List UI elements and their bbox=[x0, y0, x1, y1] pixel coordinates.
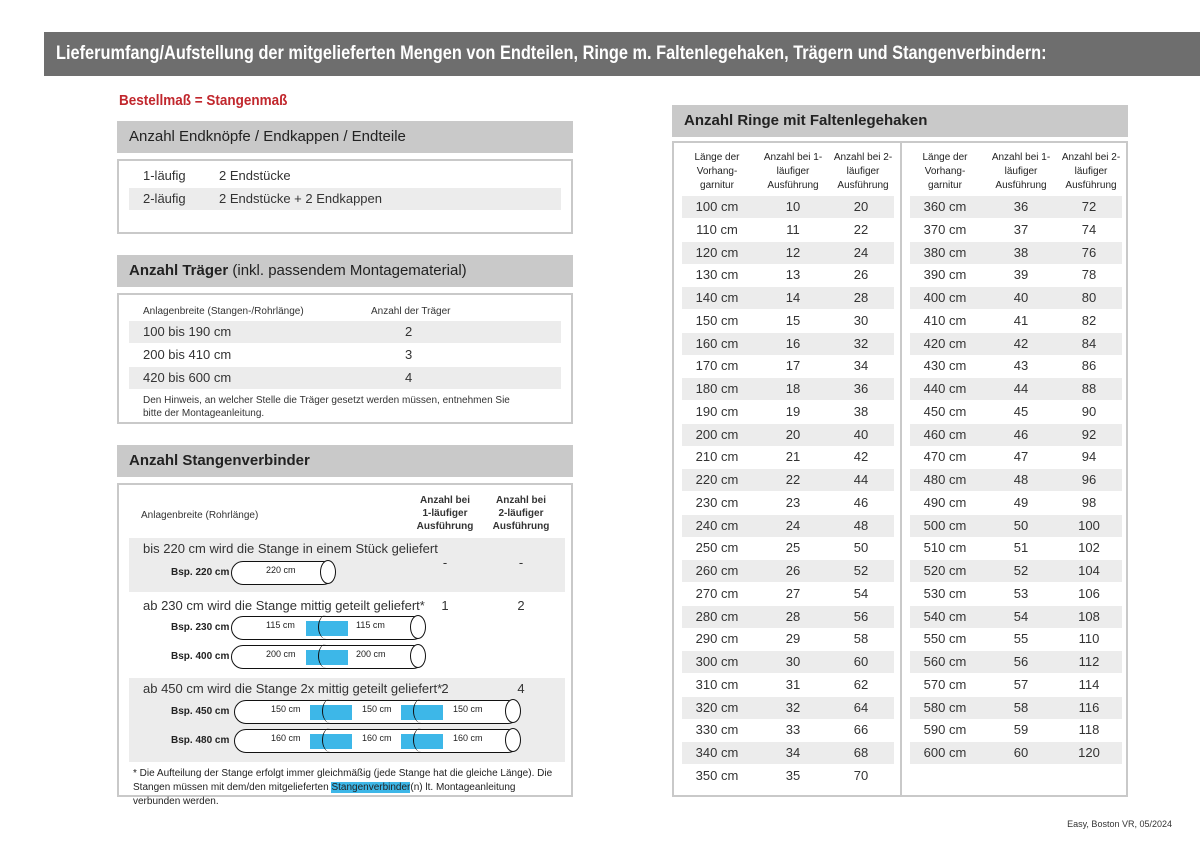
cell: 12 bbox=[785, 244, 801, 260]
cell: 51 bbox=[1013, 540, 1029, 556]
cell: 36 bbox=[1013, 199, 1029, 214]
cell: 600 cm bbox=[923, 745, 967, 760]
rod-end-icon bbox=[410, 644, 426, 668]
connector-count: 1 bbox=[441, 598, 449, 613]
ringe-heading: Anzahl Ringe mit Faltenlegehaken bbox=[672, 105, 1128, 137]
cell: 17 bbox=[785, 358, 801, 374]
cell: 130 cm bbox=[695, 267, 739, 283]
table-row bbox=[682, 196, 894, 218]
connector-count: 2 bbox=[441, 681, 449, 696]
rod-joint bbox=[318, 615, 334, 639]
cell: 140 cm bbox=[695, 290, 739, 305]
cell: 59 bbox=[1013, 722, 1029, 738]
cell: 560 cm bbox=[923, 654, 967, 669]
table-row bbox=[910, 515, 1122, 537]
col-header: Anlagenbreite (Rohrlänge) bbox=[141, 510, 259, 521]
table-row bbox=[910, 742, 1122, 764]
cell: 290 cm bbox=[695, 631, 739, 647]
range: 200 bis 410 cm bbox=[143, 347, 232, 362]
cell: 88 bbox=[1081, 381, 1097, 396]
rod-length: 150 cm bbox=[453, 704, 483, 714]
cell: 400 cm bbox=[923, 290, 967, 305]
cell: 10 bbox=[785, 199, 801, 214]
endteile-row bbox=[129, 165, 561, 187]
cell: 240 cm bbox=[695, 517, 739, 533]
cell: 41 bbox=[1013, 312, 1029, 328]
cell: 76 bbox=[1081, 244, 1097, 260]
cell: 500 cm bbox=[923, 517, 967, 533]
cell: 40 bbox=[1013, 290, 1029, 305]
example-label: Bsp. 230 cm bbox=[171, 622, 230, 633]
note-text: * Die Aufteilung der Stange erfolgt immer gleichmäßig (jede Stange hat die gleiche Länge). Die Stangen müssen mit dem/den mitgelieferten bbox=[133, 768, 553, 793]
table-row bbox=[682, 492, 894, 514]
table-row bbox=[682, 355, 894, 377]
group-text: ab 450 cm wird die Stange 2x mittig geteilt geliefert* bbox=[143, 681, 443, 696]
endteile-heading: Anzahl Endknöpfe / Endkappen / Endteile bbox=[117, 121, 573, 153]
cell: 36 bbox=[853, 381, 869, 396]
cell: 74 bbox=[1081, 221, 1097, 237]
value: 2 Endstücke bbox=[219, 168, 291, 183]
cell: 370 cm bbox=[923, 221, 967, 237]
column-header: Anzahl bei 2-läufiger Ausführung bbox=[833, 152, 893, 191]
table-row bbox=[682, 287, 894, 309]
cell: 32 bbox=[853, 335, 869, 351]
table-row bbox=[682, 310, 894, 332]
cell: 13 bbox=[785, 267, 801, 283]
rod-diagram bbox=[234, 700, 520, 724]
cell: 38 bbox=[853, 403, 869, 419]
table-row bbox=[682, 446, 894, 468]
cell: 57 bbox=[1013, 676, 1029, 692]
cell: 15 bbox=[785, 312, 801, 328]
table-row bbox=[682, 697, 894, 719]
table-row bbox=[682, 560, 894, 582]
rod-length: 150 cm bbox=[362, 704, 392, 714]
ringe-table bbox=[672, 141, 1128, 797]
rod-length: 160 cm bbox=[453, 733, 483, 743]
cell: 116 bbox=[1078, 699, 1100, 715]
col-header: Anzahl der Träger bbox=[371, 306, 451, 317]
example-label: Bsp. 400 cm bbox=[171, 651, 230, 662]
cell: 58 bbox=[1013, 699, 1029, 715]
rod-end-icon bbox=[320, 560, 336, 584]
cell: 50 bbox=[1013, 517, 1029, 533]
cell: 53 bbox=[1013, 585, 1029, 601]
cell: 38 bbox=[1013, 244, 1029, 260]
cell: 52 bbox=[1013, 563, 1029, 578]
cell: 68 bbox=[853, 745, 869, 760]
cell: 48 bbox=[853, 517, 869, 533]
column-header: Länge der Vorhang-garnitur bbox=[922, 152, 968, 191]
cell: 30 bbox=[785, 654, 801, 669]
rod-length: 115 cm bbox=[266, 620, 295, 630]
connector-count: 4 bbox=[517, 681, 525, 696]
cell: 170 cm bbox=[695, 358, 739, 374]
rod-end-icon bbox=[505, 728, 521, 752]
endteile-row bbox=[129, 188, 561, 210]
column-header: Anzahl bei 1-läufiger Ausführung bbox=[991, 152, 1051, 191]
count: 2 bbox=[405, 324, 413, 339]
cell: 11 bbox=[786, 221, 800, 237]
cell: 540 cm bbox=[923, 608, 967, 624]
count: 3 bbox=[405, 347, 413, 362]
cell: 410 cm bbox=[923, 312, 967, 328]
table-row bbox=[682, 765, 894, 787]
cell: 44 bbox=[853, 472, 869, 487]
table-row bbox=[682, 333, 894, 355]
cell: 114 bbox=[1078, 676, 1100, 692]
example-label: Bsp. 450 cm bbox=[171, 706, 230, 717]
table-row bbox=[682, 651, 894, 673]
rod-length: 200 cm bbox=[356, 649, 386, 659]
col-header: Anzahl bei 1-läufiger Ausführung bbox=[416, 495, 474, 532]
cell: 60 bbox=[1013, 745, 1029, 760]
cell: 20 bbox=[853, 199, 869, 214]
rod-end-icon bbox=[410, 615, 426, 639]
col-header: Anlagenbreite (Stangen-/Rohrlänge) bbox=[143, 306, 304, 317]
traeger-box bbox=[117, 293, 573, 424]
cell: 25 bbox=[785, 540, 801, 556]
table-row bbox=[682, 264, 894, 286]
cell: 39 bbox=[1013, 267, 1029, 283]
cell: 210 cm bbox=[695, 449, 739, 465]
cell: 30 bbox=[853, 312, 869, 328]
table-row bbox=[910, 355, 1122, 377]
traeger-heading bbox=[117, 255, 573, 287]
cell: 50 bbox=[853, 540, 869, 556]
cell: 42 bbox=[853, 449, 869, 465]
group-text: ab 230 cm wird die Stange mittig geteilt geliefert* bbox=[143, 598, 425, 613]
cell: 112 bbox=[1078, 654, 1100, 669]
cell: 92 bbox=[1081, 426, 1097, 442]
rod-diagram bbox=[231, 561, 335, 585]
table-row bbox=[682, 583, 894, 605]
example-label: Bsp. 480 cm bbox=[171, 735, 230, 746]
rod-length: 160 cm bbox=[271, 733, 301, 743]
rod-joint bbox=[318, 644, 334, 668]
range: 420 bis 600 cm bbox=[143, 370, 232, 385]
cell: 62 bbox=[853, 676, 869, 692]
table-row bbox=[682, 606, 894, 628]
type: 2-läufig bbox=[143, 191, 186, 206]
cell: 300 cm bbox=[695, 654, 739, 669]
cell: 480 cm bbox=[923, 472, 967, 487]
cell: 250 cm bbox=[695, 540, 739, 556]
table-row bbox=[910, 606, 1122, 628]
table-row bbox=[910, 697, 1122, 719]
value: 2 Endstücke + 2 Endkappen bbox=[219, 191, 382, 206]
table-row bbox=[682, 424, 894, 446]
cell: 110 bbox=[1078, 631, 1100, 647]
cell: 520 cm bbox=[923, 563, 967, 578]
cell: 56 bbox=[853, 608, 869, 624]
cell: 94 bbox=[1081, 449, 1097, 465]
cell: 19 bbox=[785, 403, 801, 419]
cell: 45 bbox=[1013, 403, 1029, 419]
table-row bbox=[682, 469, 894, 491]
cell: 60 bbox=[853, 654, 869, 669]
cell: 100 bbox=[1078, 517, 1100, 533]
cell: 48 bbox=[1013, 472, 1029, 487]
cell: 28 bbox=[785, 608, 801, 624]
group-text: bis 220 cm wird die Stange in einem Stück geliefert bbox=[143, 541, 438, 556]
cell: 22 bbox=[853, 221, 869, 237]
cell: 31 bbox=[785, 676, 801, 692]
cell: 200 cm bbox=[695, 426, 739, 442]
count: 4 bbox=[405, 370, 413, 385]
cell: 70 bbox=[853, 767, 869, 783]
table-row bbox=[910, 196, 1122, 218]
cell: 380 cm bbox=[923, 244, 967, 260]
cell: 340 cm bbox=[695, 745, 739, 760]
heading: Anzahl Stangenverbinder bbox=[129, 452, 310, 469]
traeger-row bbox=[129, 367, 561, 389]
cell: 46 bbox=[1013, 426, 1029, 442]
cell: 18 bbox=[785, 381, 801, 396]
cell: 118 bbox=[1078, 722, 1100, 738]
endteile-box bbox=[117, 159, 573, 234]
cell: 108 bbox=[1078, 608, 1100, 624]
cell: 26 bbox=[853, 267, 869, 283]
cell: 100 cm bbox=[695, 199, 739, 214]
rod-length: 220 cm bbox=[266, 565, 296, 575]
column-header: Anzahl bei 2-läufiger Ausführung bbox=[1061, 152, 1121, 191]
cell: 56 bbox=[1013, 654, 1029, 669]
range: 100 bis 190 cm bbox=[143, 324, 232, 339]
cell: 310 cm bbox=[695, 676, 739, 692]
cell: 450 cm bbox=[923, 403, 967, 419]
cell: 14 bbox=[785, 290, 801, 305]
cell: 440 cm bbox=[923, 381, 967, 396]
table-row bbox=[682, 219, 894, 241]
cell: 102 bbox=[1078, 540, 1100, 556]
table-row bbox=[682, 719, 894, 741]
example-label: Bsp. 220 cm bbox=[171, 567, 230, 578]
order-note: Bestellmaß = Stangenmaß bbox=[119, 92, 288, 109]
col-header: Anzahl bei 2-läufiger Ausführung bbox=[492, 495, 550, 532]
page-title-bar bbox=[44, 32, 1200, 76]
cell: 37 bbox=[1013, 221, 1029, 237]
cell: 360 cm bbox=[923, 199, 967, 214]
cell: 320 cm bbox=[695, 699, 739, 715]
rod-length: 150 cm bbox=[271, 704, 301, 714]
rod-joint bbox=[322, 728, 338, 752]
cell: 96 bbox=[1081, 472, 1097, 487]
table-row bbox=[910, 446, 1122, 468]
heading-rest: (inkl. passendem Montagematerial) bbox=[228, 262, 467, 279]
rod-diagram bbox=[231, 616, 425, 640]
cell: 420 cm bbox=[923, 335, 967, 351]
cell: 270 cm bbox=[695, 585, 739, 601]
cell: 350 cm bbox=[695, 767, 739, 783]
cell: 160 cm bbox=[695, 335, 739, 351]
traeger-row bbox=[129, 344, 561, 366]
cell: 49 bbox=[1013, 494, 1029, 510]
cell: 20 bbox=[785, 426, 801, 442]
verbinder-note bbox=[133, 767, 563, 809]
table-row bbox=[682, 537, 894, 559]
cell: 110 cm bbox=[696, 221, 738, 237]
cell: 230 cm bbox=[695, 494, 739, 510]
cell: 46 bbox=[853, 494, 869, 510]
table-row bbox=[682, 242, 894, 264]
table-row bbox=[910, 628, 1122, 650]
cell: 72 bbox=[1081, 199, 1097, 214]
table-row bbox=[910, 264, 1122, 286]
cell: 390 cm bbox=[923, 267, 967, 283]
rod-length: 200 cm bbox=[266, 649, 296, 659]
rod-length: 160 cm bbox=[362, 733, 392, 743]
cell: 42 bbox=[1013, 335, 1029, 351]
cell: 24 bbox=[853, 244, 869, 260]
cell: 27 bbox=[785, 585, 801, 601]
rod-joint bbox=[413, 699, 429, 723]
table-row bbox=[910, 651, 1122, 673]
cell: 52 bbox=[853, 563, 869, 578]
cell: 470 cm bbox=[923, 449, 967, 465]
cell: 84 bbox=[1081, 335, 1097, 351]
note-highlight: Stangenverbinder bbox=[331, 782, 411, 793]
cell: 460 cm bbox=[923, 426, 967, 442]
table-row bbox=[682, 515, 894, 537]
cell: 35 bbox=[785, 767, 801, 783]
rod-joint bbox=[322, 699, 338, 723]
cell: 66 bbox=[853, 722, 869, 738]
verbinder-heading bbox=[117, 445, 573, 477]
cell: 550 cm bbox=[923, 631, 967, 647]
cell: 190 cm bbox=[695, 403, 739, 419]
table-row bbox=[910, 560, 1122, 582]
cell: 40 bbox=[853, 426, 869, 442]
cell: 180 cm bbox=[695, 381, 739, 396]
cell: 98 bbox=[1081, 494, 1097, 510]
table-row bbox=[910, 492, 1122, 514]
type: 1-läufig bbox=[143, 168, 186, 183]
cell: 44 bbox=[1013, 381, 1029, 396]
column-divider bbox=[900, 143, 902, 795]
traeger-row bbox=[129, 321, 561, 343]
cell: 43 bbox=[1013, 358, 1029, 374]
cell: 54 bbox=[1013, 608, 1029, 624]
cell: 47 bbox=[1013, 449, 1029, 465]
cell: 28 bbox=[853, 290, 869, 305]
rod-diagram bbox=[231, 645, 425, 669]
footer-text: Easy, Boston VR, 05/2024 bbox=[1067, 819, 1172, 829]
cell: 29 bbox=[785, 631, 801, 647]
heading-bold: Anzahl Träger bbox=[129, 262, 229, 279]
note-text: (n) lt. Montageanleitung verbunden werden. bbox=[133, 782, 516, 807]
cell: 106 bbox=[1078, 585, 1100, 601]
table-row bbox=[682, 628, 894, 650]
cell: 590 cm bbox=[923, 722, 967, 738]
connector-count: - bbox=[442, 555, 448, 570]
table-row bbox=[910, 469, 1122, 491]
cell: 120 bbox=[1078, 745, 1100, 760]
column-header: Länge der Vorhang-garnitur bbox=[694, 152, 740, 191]
cell: 220 cm bbox=[695, 472, 739, 487]
cell: 530 cm bbox=[923, 585, 967, 601]
cell: 21 bbox=[785, 449, 801, 465]
cell: 120 cm bbox=[695, 244, 739, 260]
cell: 78 bbox=[1081, 267, 1097, 283]
cell: 330 cm bbox=[695, 722, 739, 738]
page-title: Lieferumfang/Aufstellung der mitgelieferten Mengen von Endteilen, Ringe m. Faltenlegehaken, Trägern und Stangenverbindern: bbox=[56, 43, 1047, 64]
rod-end-icon bbox=[505, 699, 521, 723]
table-row bbox=[910, 378, 1122, 400]
cell: 22 bbox=[785, 472, 801, 487]
cell: 16 bbox=[785, 335, 801, 351]
cell: 280 cm bbox=[695, 608, 739, 624]
cell: 64 bbox=[853, 699, 869, 715]
table-row bbox=[910, 242, 1122, 264]
table-row bbox=[910, 674, 1122, 696]
cell: 580 cm bbox=[923, 699, 967, 715]
connector-count: 2 bbox=[517, 598, 525, 613]
table-row bbox=[910, 310, 1122, 332]
table-row bbox=[910, 537, 1122, 559]
cell: 34 bbox=[853, 358, 869, 374]
cell: 82 bbox=[1081, 312, 1097, 328]
table-row bbox=[910, 583, 1122, 605]
table-row bbox=[910, 219, 1122, 241]
table-row bbox=[682, 742, 894, 764]
cell: 54 bbox=[853, 585, 869, 601]
cell: 55 bbox=[1013, 631, 1029, 647]
rod-joint bbox=[413, 728, 429, 752]
cell: 260 cm bbox=[695, 563, 739, 578]
rod-diagram bbox=[234, 729, 520, 753]
cell: 80 bbox=[1081, 290, 1097, 305]
cell: 26 bbox=[785, 563, 801, 578]
cell: 150 cm bbox=[695, 312, 739, 328]
table-row bbox=[682, 674, 894, 696]
cell: 510 cm bbox=[923, 540, 967, 556]
cell: 104 bbox=[1078, 563, 1100, 578]
rod-length: 115 cm bbox=[356, 620, 385, 630]
cell: 58 bbox=[853, 631, 869, 647]
cell: 23 bbox=[785, 494, 801, 510]
cell: 32 bbox=[785, 699, 801, 715]
connector-count: - bbox=[518, 555, 524, 570]
verbinder-box bbox=[117, 483, 573, 807]
table-row bbox=[910, 401, 1122, 423]
table-row bbox=[910, 287, 1122, 309]
cell: 24 bbox=[785, 517, 801, 533]
cell: 33 bbox=[785, 722, 801, 738]
table-row bbox=[910, 719, 1122, 741]
table-row bbox=[910, 333, 1122, 355]
cell: 34 bbox=[785, 745, 801, 760]
traeger-note: Den Hinweis, an welcher Stelle die Träger gesetzt werden müssen, entnehmen Sie bitte der Montageanleitung. bbox=[143, 395, 510, 419]
cell: 90 bbox=[1081, 403, 1097, 419]
table-row bbox=[682, 378, 894, 400]
cell: 570 cm bbox=[923, 676, 967, 692]
table-row bbox=[910, 424, 1122, 446]
cell: 86 bbox=[1081, 358, 1097, 374]
table-row bbox=[682, 401, 894, 423]
column-header: Anzahl bei 1-läufiger Ausführung bbox=[763, 152, 823, 191]
cell: 490 cm bbox=[923, 494, 967, 510]
cell: 430 cm bbox=[923, 358, 967, 374]
